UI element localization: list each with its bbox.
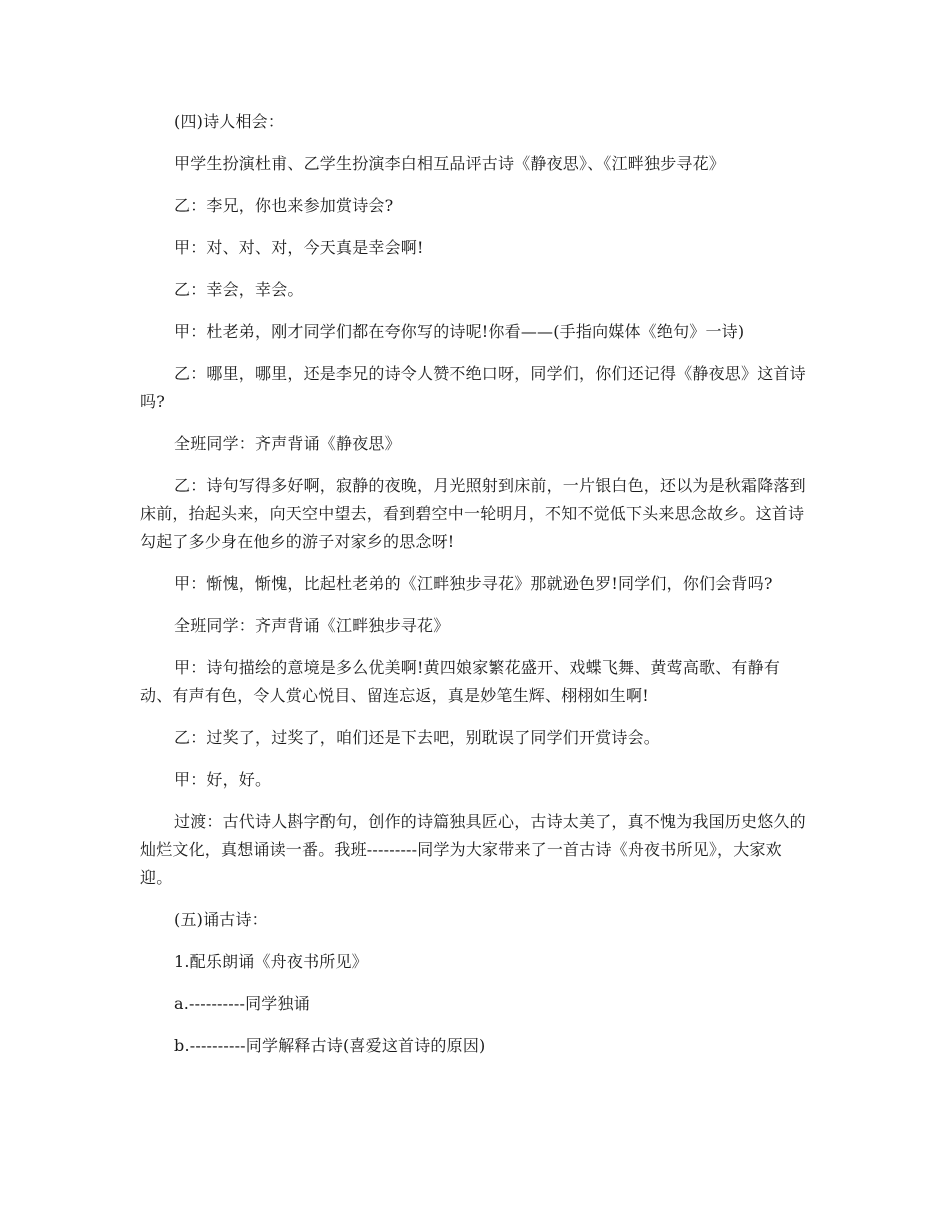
heading-recite-poem: (五)诵古诗： xyxy=(174,910,268,929)
class-recitation: 全班同学：齐声背诵《静夜思》 xyxy=(174,434,401,453)
heading-poet-meeting: (四)诗人相会： xyxy=(174,112,285,131)
dialogue-line: 乙：诗句写得多好啊，寂静的夜晚，月光照射到床前，一片银白色，还以为是秋霜降落到床前，抬起头来，向天空中望去，看到碧空中一轮明月，不知不觉低下头来思念故乡。这首诗勾起了多少身在他乡的游子对家乡的思念呀! xyxy=(140,476,806,551)
list-item: a.----------同学独诵 xyxy=(174,994,310,1013)
stage-direction: 甲学生扮演杜甫、乙学生扮演李白相互品评古诗《静夜思》、《江畔独步寻花》 xyxy=(174,154,726,173)
dialogue-line: 甲：诗句描绘的意境是多么优美啊!黄四娘家繁花盛开、戏蝶飞舞、黄莺高歌、有静有动、有声有色，令人赏心悦目、留连忘返，真是妙笔生辉、栩栩如生啊! xyxy=(140,658,781,705)
dialogue-line: 甲：杜老弟，刚才同学们都在夸你写的诗呢!你看——(手指向媒体《绝句》一诗) xyxy=(174,322,745,341)
document-page xyxy=(140,108,810,1074)
list-item: b.----------同学解释古诗(喜爱这首诗的原因) xyxy=(174,1036,486,1055)
class-recitation: 全班同学：齐声背诵《江畔独步寻花》 xyxy=(174,616,450,635)
dialogue-line: 乙：过奖了，过奖了，咱们还是下去吧，别耽误了同学们开赏诗会。 xyxy=(174,728,661,747)
list-item: 1.配乐朗诵《舟夜书所见》 xyxy=(174,952,368,971)
dialogue-line: 甲：对、对、对，今天真是幸会啊! xyxy=(174,238,424,257)
dialogue-line: 乙：幸会，幸会。 xyxy=(174,280,304,299)
dialogue-line: 乙：哪里，哪里，还是李兄的诗令人赞不绝口呀，同学们，你们还记得《静夜思》这首诗吗? xyxy=(140,364,806,411)
dialogue-line: 甲：惭愧，惭愧，比起杜老弟的《江畔独步寻花》那就逊色罗!同学们，你们会背吗? xyxy=(174,574,773,593)
dialogue-line: 甲：好，好。 xyxy=(174,770,272,789)
transition-paragraph: 过渡：古代诗人斟字酌句，创作的诗篇独具匠心，古诗太美了，真不愧为我国历史悠久的灿烂文化，真想诵读一番。我班---------同学为大家带来了一首古诗《舟夜书所见》，大家欢迎。 xyxy=(140,812,806,887)
dialogue-line: 乙：李兄，你也来参加赏诗会? xyxy=(174,196,394,215)
